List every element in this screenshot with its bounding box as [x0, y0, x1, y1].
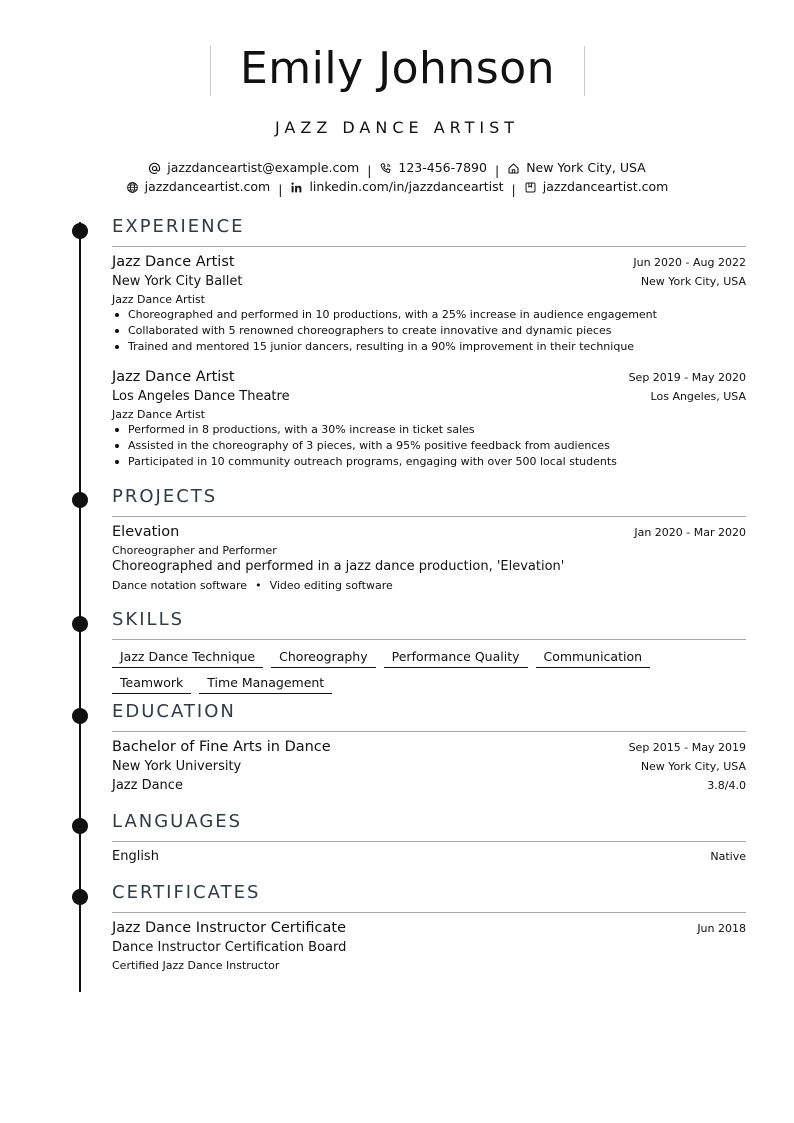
contact-email-text: jazzdanceartist@example.com	[167, 160, 360, 175]
section-heading-experience: EXPERIENCE	[112, 216, 245, 237]
education-dates: Sep 2015 - May 2019	[628, 741, 746, 754]
contact-linkedin[interactable]	[290, 178, 503, 196]
certificate-description: Certified Jazz Dance Instructor	[112, 959, 280, 972]
certificate-entry-header	[112, 919, 746, 939]
contact-separator: |	[494, 162, 500, 178]
certificate-date: Jun 2018	[697, 922, 746, 935]
section-divider	[112, 731, 746, 732]
project-role-row	[112, 544, 746, 558]
timeline-dot-skills	[72, 616, 88, 632]
list-item: Assisted in the choreography of 3 pieces, with a 95% positive feedback from audiences	[112, 438, 617, 454]
school-location: New York City, USA	[640, 760, 746, 773]
certificate-issuer: Dance Instructor Certification Board	[112, 940, 347, 955]
bookmark-icon	[524, 181, 537, 194]
job-role: Jazz Dance Artist	[112, 293, 205, 306]
timeline-dot-languages	[72, 818, 88, 834]
project-tools	[112, 579, 746, 593]
job-title: Jazz Dance Artist	[112, 369, 235, 385]
project-dates: Jan 2020 - Mar 2020	[634, 526, 746, 539]
section-heading-education: EDUCATION	[112, 701, 236, 722]
certificate-issuer-row	[112, 940, 746, 958]
job-location: Los Angeles, USA	[650, 390, 746, 403]
degree-name: Bachelor of Fine Arts in Dance	[112, 739, 331, 755]
contact-email[interactable]	[148, 159, 359, 177]
skill-tag: Choreography	[271, 649, 376, 668]
contact-phone[interactable]	[379, 159, 487, 177]
skill-tag: Teamwork	[112, 675, 191, 694]
phone-icon	[379, 162, 392, 175]
section-heading-projects: PROJECTS	[112, 486, 218, 507]
timeline-line	[79, 222, 81, 992]
education-entry-header	[112, 738, 746, 758]
project-name: Elevation	[112, 524, 180, 540]
education-field-row	[112, 778, 746, 796]
experience-entry-1-role	[112, 293, 746, 307]
job-title: Jazz Dance Artist	[112, 254, 235, 270]
section-divider	[112, 516, 746, 517]
contact-portfolio-text: jazzdanceartist.com	[542, 179, 669, 194]
contact-line-1	[0, 159, 794, 180]
project-tool: Video editing software	[269, 579, 393, 592]
linkedin-icon	[290, 181, 303, 194]
list-item: Trained and mentored 15 junior dancers, resulting in a 90% improvement in their technique	[112, 339, 657, 355]
contact-line-2	[0, 178, 794, 199]
job-dates: Jun 2020 - Aug 2022	[633, 256, 746, 269]
contact-location	[507, 159, 646, 177]
project-description: Choreographed and performed in a jazz dance production, 'Elevation'	[112, 559, 565, 574]
tool-separator: •	[255, 579, 262, 592]
experience-entry-1-bullets	[112, 307, 657, 355]
list-item: Collaborated with 5 renowned choreographers to create innovative and dynamic pieces	[112, 323, 657, 339]
education-school-row	[112, 759, 746, 777]
language-name: English	[112, 849, 159, 864]
experience-entry-2-company	[112, 389, 746, 407]
contact-separator: |	[367, 162, 372, 178]
timeline-dot-certificates	[72, 889, 88, 905]
section-divider	[112, 841, 746, 842]
candidate-title: JAZZ DANCE ARTIST	[274, 118, 520, 137]
contact-linkedin-text: linkedin.com/in/jazzdanceartist	[309, 179, 504, 194]
skill-tag: Jazz Dance Technique	[112, 649, 263, 668]
contact-website-text: jazzdanceartist.com	[144, 179, 271, 194]
contact-separator: |	[278, 181, 283, 197]
project-entry-header	[112, 523, 746, 543]
section-heading-languages: LANGUAGES	[112, 811, 243, 832]
project-tool: Dance notation software	[112, 579, 248, 592]
job-role: Jazz Dance Artist	[112, 408, 205, 421]
project-description-row	[112, 559, 746, 577]
section-divider	[112, 912, 746, 913]
skill-tag: Time Management	[199, 675, 332, 694]
skill-tag: Performance Quality	[384, 649, 528, 668]
job-dates: Sep 2019 - May 2020	[628, 371, 746, 384]
certificate-name: Jazz Dance Instructor Certificate	[112, 920, 347, 936]
language-entry	[112, 849, 746, 867]
language-level: Native	[710, 850, 746, 863]
company-name: Los Angeles Dance Theatre	[112, 389, 290, 404]
company-name: New York City Ballet	[112, 274, 243, 289]
project-role: Choreographer and Performer	[112, 544, 277, 557]
section-divider	[112, 246, 746, 247]
gpa: 3.8/4.0	[707, 779, 746, 792]
field-of-study: Jazz Dance	[112, 778, 183, 793]
contact-location-text: New York City, USA	[526, 160, 646, 175]
name-block	[210, 43, 585, 96]
experience-entry-1-company	[112, 274, 746, 292]
timeline-dot-experience	[72, 223, 88, 239]
list-item: Performed in 8 productions, with a 30% increase in ticket sales	[112, 422, 617, 438]
timeline-dot-projects	[72, 492, 88, 508]
skill-tag: Communication	[536, 649, 651, 668]
experience-entry-2-header	[112, 368, 746, 388]
list-item: Choreographed and performed in 10 productions, with a 25% increase in audience engagement	[112, 307, 657, 323]
contact-phone-text: 123-456-7890	[398, 160, 487, 175]
section-divider	[112, 639, 746, 640]
school-name: New York University	[112, 759, 242, 774]
experience-entry-2-role	[112, 408, 746, 422]
contact-separator: |	[511, 181, 516, 197]
home-icon	[507, 162, 520, 175]
contact-website[interactable]	[126, 178, 271, 196]
list-item: Participated in 10 community outreach programs, engaging with over 500 local students	[112, 454, 617, 470]
skills-list	[112, 646, 752, 698]
experience-entry-1-header	[112, 253, 746, 273]
contact-portfolio[interactable]	[524, 178, 669, 196]
experience-entry-2-bullets	[112, 422, 617, 470]
job-location: New York City, USA	[640, 275, 746, 288]
candidate-name: Emily Johnson	[239, 43, 556, 94]
section-heading-skills: SKILLS	[112, 609, 185, 630]
timeline-dot-education	[72, 708, 88, 724]
section-heading-certificates: CERTIFICATES	[112, 882, 261, 903]
at-icon	[148, 162, 161, 175]
certificate-description-row	[112, 959, 746, 973]
globe-icon	[126, 181, 139, 194]
